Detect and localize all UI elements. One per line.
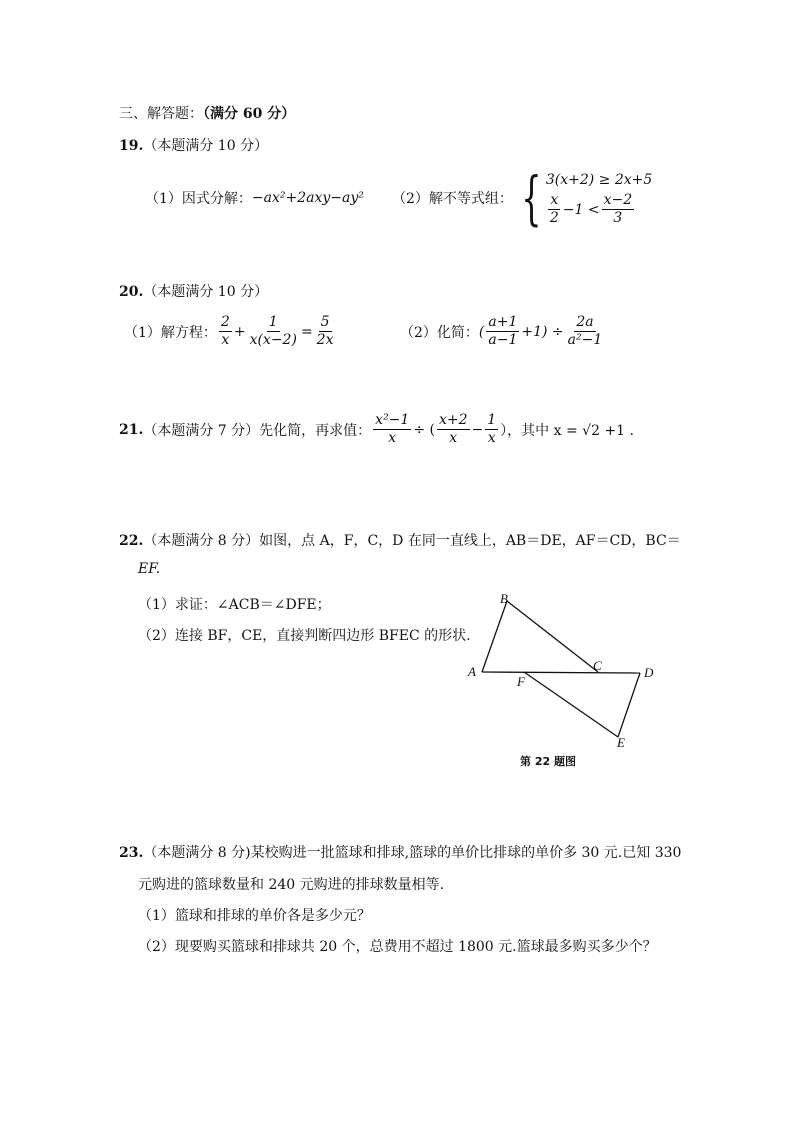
- q22-line1: [119, 530, 681, 550]
- section-score: （满分 60 分）: [203, 106, 296, 122]
- frac-num: x+2: [438, 412, 468, 428]
- label-B: B: [500, 591, 508, 606]
- frac-num: 1: [268, 314, 278, 330]
- left-paren: (: [478, 323, 485, 340]
- q20-part2-label: （2）化简：: [400, 324, 479, 341]
- frac-den: x: [388, 430, 397, 446]
- figure-caption: 第 22 题图: [520, 755, 576, 768]
- frac-den: 2: [549, 210, 559, 226]
- frac-num: 5: [320, 314, 330, 330]
- q23-part2: （2）现要购买篮球和排球共 20 个，总费用不超过 1800 元.篮球最多购买多少个？: [138, 939, 657, 955]
- section-header: [119, 103, 295, 123]
- q21-text: （本题满分 7 分）先化简，再求值：: [143, 422, 372, 439]
- label-F: F: [517, 674, 525, 689]
- q21-tail: ），其中 x = √2 +1 .: [500, 422, 634, 439]
- plus-sign: +: [233, 323, 246, 340]
- frac-den: x: [221, 332, 230, 348]
- segment-FE: [524, 672, 618, 737]
- q20-part2: [400, 314, 606, 349]
- frac-den: x: [487, 430, 496, 446]
- q22-part2: （2）连接 BF，CE，直接判断四边形 BFEC 的形状.: [138, 628, 471, 644]
- frac-num: 2a: [576, 314, 594, 330]
- inequality-mid: −1 <: [562, 201, 600, 218]
- q19-part2-label: （2）解不等式组：: [392, 190, 513, 207]
- frac-den: 2x: [316, 332, 334, 348]
- frac-den: 3: [613, 210, 623, 226]
- q23-text-line1: （本题满分 8 分)某校购进一批篮球和排球,篮球的单价比排球的单价多 30 元.已知 330: [143, 845, 682, 861]
- q19-part1: [145, 188, 364, 208]
- q23-line1: [119, 842, 681, 862]
- frac-num: 2: [220, 314, 230, 330]
- q20-part1-label: （1）解方程：: [124, 324, 217, 341]
- q19-note: （本题满分 10 分）: [143, 138, 269, 154]
- inequality-system: [513, 163, 653, 232]
- equals-sign: =: [300, 323, 313, 340]
- minus-sign: −: [471, 421, 484, 438]
- inequality-line1: 3(x+2) ≥ 2x+5: [545, 172, 653, 188]
- q19-part1-expr: −ax²+2axy−ay²: [251, 190, 364, 206]
- q23-part1: （1）篮球和排球的单价各是多少元？: [138, 908, 371, 924]
- frac-num: x²−1: [375, 412, 410, 428]
- q20-note: （本题满分 10 分）: [143, 284, 269, 300]
- frac-den: x: [449, 430, 458, 446]
- q20-part1: [124, 314, 337, 349]
- brace-symbol: {: [521, 163, 542, 232]
- segment-AB: [482, 601, 507, 672]
- frac-num: 1: [487, 412, 497, 428]
- q21-number: 21.: [119, 421, 144, 438]
- q23-text-line2: 元购进的篮球数量和 240 元购进的排球数量相等.: [138, 877, 445, 893]
- q22-text-line1: （本题满分 8 分）如图，点 A，F，C，D 在同一直线上，AB＝DE，AF＝CD，BC＝: [143, 533, 681, 549]
- frac-num: x: [550, 192, 559, 208]
- q19-header: [119, 135, 268, 155]
- q22-figure: [460, 585, 670, 775]
- segment-DE: [618, 673, 640, 737]
- label-D: D: [644, 665, 654, 680]
- label-E: E: [617, 735, 625, 750]
- divide-sign: ÷ (: [413, 421, 435, 438]
- q20-header: [119, 281, 268, 301]
- frac-den: a²−1: [567, 332, 603, 348]
- frac-num: x−2: [603, 192, 633, 208]
- frac-den: a−1: [488, 332, 518, 348]
- segment-AD: [482, 672, 640, 673]
- expr-mid: +1) ÷: [521, 323, 564, 340]
- segment-BC: [507, 601, 598, 672]
- q22-text-line2: EF.: [138, 561, 161, 577]
- section-title: 三、解答题：: [119, 106, 203, 122]
- q19-part2: [392, 163, 653, 232]
- frac-den: x(x−2): [249, 332, 297, 348]
- q23-number: 23.: [119, 845, 144, 861]
- q22-number: 22.: [119, 533, 144, 549]
- inequality-line2: [546, 192, 652, 227]
- q19-number: 19.: [119, 138, 144, 154]
- label-A: A: [468, 664, 476, 679]
- q22-part1: （1）求证：∠ACB＝∠DFE；: [138, 597, 331, 613]
- q19-part1-label: （1）因式分解：: [145, 191, 252, 207]
- q20-number: 20.: [119, 284, 144, 300]
- frac-num: a+1: [488, 314, 518, 330]
- q21: [119, 412, 634, 447]
- label-C: C: [593, 658, 602, 673]
